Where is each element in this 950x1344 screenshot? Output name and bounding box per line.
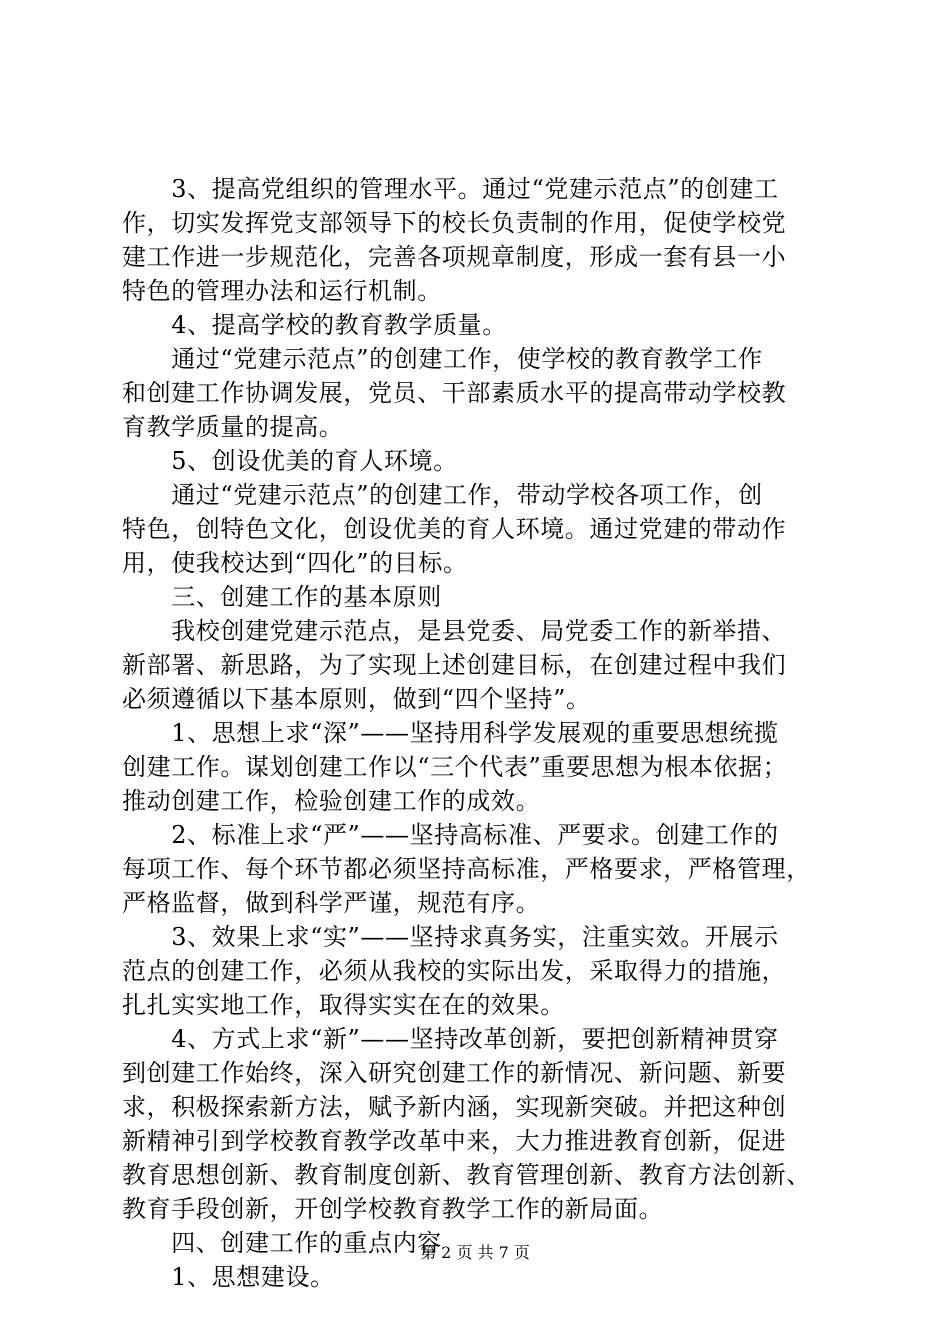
text-line: 通过“党建示范点”的创建工作，带动学校各项工作，创 <box>122 481 763 509</box>
text-line: 求，积极探索新方法，赋予新内涵，实现新突破。并把这种创 <box>122 1093 787 1121</box>
text-line: 用，使我校达到“四化”的目标。 <box>122 549 468 577</box>
text-line: 创建工作。谋划创建工作以“三个代表”重要思想为根本依据； <box>122 753 788 781</box>
text-line: 扎扎实实地工作，取得实实在在的效果。 <box>122 991 565 1019</box>
text-line: 教育手段创新，开创学校教育教学工作的新局面。 <box>122 1195 664 1223</box>
text-line: 1、思想建设。 <box>122 1263 335 1291</box>
text-line: 新精神引到学校教育教学改革中来，大力推进教育创新，促进 <box>122 1127 787 1155</box>
section-heading: 四、创建工作的重点内容 <box>122 1229 442 1257</box>
text-line: 新部署、新思路，为了实现上述创建目标，在创建过程中我们 <box>122 651 787 679</box>
document-body <box>122 172 832 1294</box>
text-line: 推动创建工作，检验创建工作的成效。 <box>122 787 541 815</box>
text-line: 范点的创建工作，必须从我校的实际出发，采取得力的措施， <box>122 957 787 985</box>
text-line: 建工作进一步规范化，完善各项规章制度，形成一套有县一小 <box>122 243 787 271</box>
text-line: 5、创设优美的育人环境。 <box>122 447 458 475</box>
text-line: 作，切实发挥党支部领导下的校长负责制的作用，促使学校党 <box>122 209 787 237</box>
text-line: 4、提高学校的教育教学质量。 <box>122 311 507 339</box>
text-line: 每项工作、每个环节都必须坚持高标准，严格要求，严格管理， <box>122 855 811 883</box>
text-line: 育教学质量的提高。 <box>122 413 344 441</box>
text-line: 3、效果上求“实”——坚持求真务实，注重实效。开展示 <box>122 923 779 951</box>
page-number-footer: 第 2 页 共 7 页 <box>420 1243 530 1262</box>
text-line: 2、标准上求“严”——坚持高标准、严要求。创建工作的 <box>122 821 779 849</box>
text-line: 通过“党建示范点”的创建工作，使学校的教育教学工作 <box>122 345 763 373</box>
text-line: 特色的管理办法和运行机制。 <box>122 277 442 305</box>
text-line: 特色，创特色文化，创设优美的育人环境。通过党建的带动作 <box>122 515 787 543</box>
text-line: 严格监督，做到科学严谨，规范有序。 <box>122 889 541 917</box>
text-line: 和创建工作协调发展，党员、干部素质水平的提高带动学校教 <box>122 379 787 407</box>
section-heading: 三、创建工作的基本原则 <box>122 583 442 611</box>
text-line: 教育思想创新、教育制度创新、教育管理创新、教育方法创新、 <box>122 1161 811 1189</box>
text-line: 到创建工作始终，深入研究创建工作的新情况、新问题、新要 <box>122 1059 787 1087</box>
text-line: 4、方式上求“新”——坚持改革创新，要把创新精神贯穿 <box>122 1025 779 1053</box>
text-line: 必须遵循以下基本原则，做到“四个坚持”。 <box>122 685 591 713</box>
text-line: 我校创建党建示范点，是县党委、局党委工作的新举措、 <box>122 617 787 645</box>
text-line: 1、思想上求“深”——坚持用科学发展观的重要思想统揽 <box>122 719 779 747</box>
text-line: 3、提高党组织的管理水平。通过“党建示范点”的创建工 <box>122 175 779 203</box>
